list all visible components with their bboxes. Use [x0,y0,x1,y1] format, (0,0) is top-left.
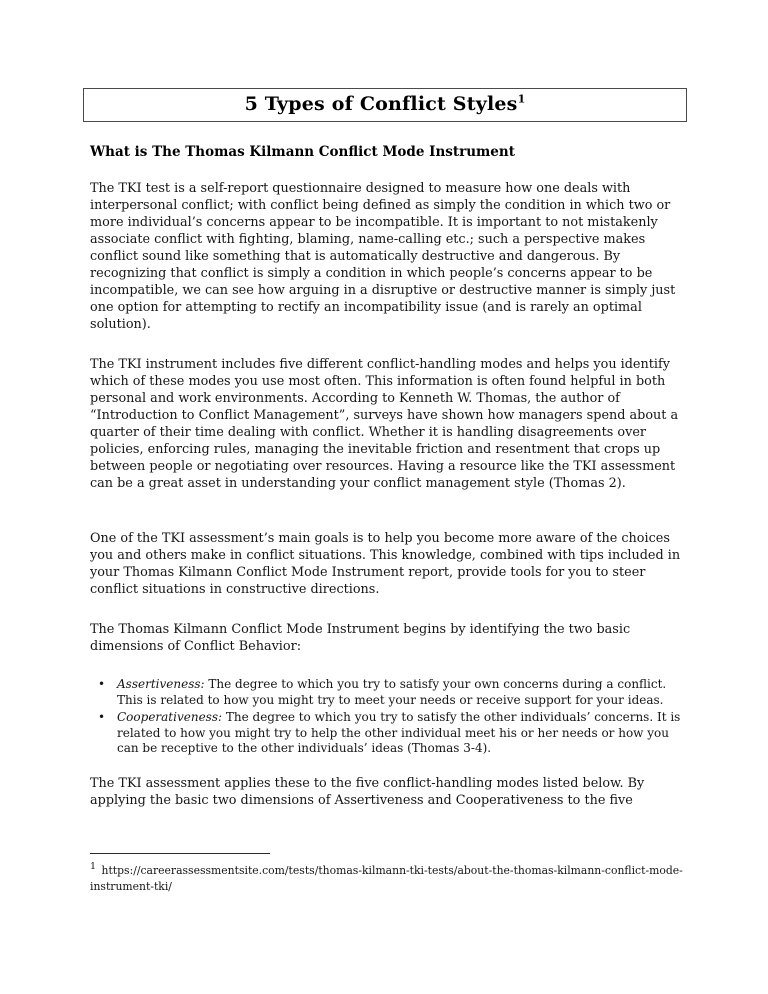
list-item-assertiveness [98,677,686,708]
bullet-term: Assertiveness: [117,677,205,691]
bullet-text: The degree to which you try to satisfy the other individuals’ concerns. It is related to how you might try to help the other individual meet his or her needs or how you can be receptive to the other individuals’ ideas (Thomas 3-4). [117,710,681,755]
paragraph-five-modes-intro: The TKI assessment applies these to the five conflict-handling modes listed below. By applying the basic two dimensions of Assertiveness and Cooperativeness to the five [90,775,645,808]
page-title-text: 5 Types of Conflict Styles [244,93,518,115]
footnote-ref: 1 [517,92,526,106]
footnote-separator [90,853,270,854]
title-box [83,88,687,122]
dimension-list [98,677,686,757]
bullet-term: Cooperativeness: [117,710,223,724]
page-title [245,93,526,115]
paragraph-two-dimensions-intro: The Thomas Kilmann Conflict Mode Instrument begins by identifying the two basic dimensions of Conflict Behavior: [90,622,631,654]
section-heading: What is The Thomas Kilmann Conflict Mode Instrument [90,144,515,160]
list-item-cooperativeness [98,710,686,757]
footnote [90,863,686,895]
bullet-text: The degree to which you try to satisfy your own concerns during a conflict. This is related to how you might try to meet your needs or receive support for your ideas. [117,677,667,707]
bullet-icon: • [98,710,106,724]
paragraph-tki-definition: The TKI test is a self-report questionnaire designed to measure how one deals with interpersonal conflict; with conflict being defined as simply the condition in which two or more individual’s concerns appear to be incompatible. It is important to not mistakenly associate conflict with fighting, blaming, name-calling etc.; such a perspective makes conflict sound like something that is automatically destructive and dangerous. By recognizing that conflict is simply a condition in which people’s concerns appear to be incompatible, we can see how arguing in a disruptive or destructive manner is simply just one option for attempting to rectify an incompatibility issue (and is rarely an optimal solution). [90,181,676,332]
bullet-icon: • [98,677,106,691]
paragraph-tki-goals: One of the TKI assessment’s main goals is to help you become more aware of the choices you and others make in conflict situations. This knowledge, combined with tips included in your Thomas Kilmann Conflict Mode Instrument report, provide tools for you to steer conflict situations in constructive directions. [90,531,681,597]
paragraph-tki-modes: The TKI instrument includes five different conflict-handling modes and helps you identify which of these modes you use most often. This information is often found helpful in both personal and work environments. According to Kenneth W. Thomas, the author of “Introduction to Conflict Management”, surveys have shown how managers spend about a quarter of their time dealing with conflict. Whether it is handling disagreements over policies, enforcing rules, managing the inevitable friction and resentment that crops up between people or negotiating over resources. Having a resource like the TKI assessment can be a great asset in understanding your conflict management style (Thomas 2). [90,357,679,491]
footnote-url: https://careerassessmentsite.com/tests/thomas-kilmann-tki-tests/about-the-thomas-kilmann-conflict-mode-instrument-tki/ [90,864,683,893]
footnote-area [90,853,686,895]
footnote-marker: 1 [90,861,97,873]
